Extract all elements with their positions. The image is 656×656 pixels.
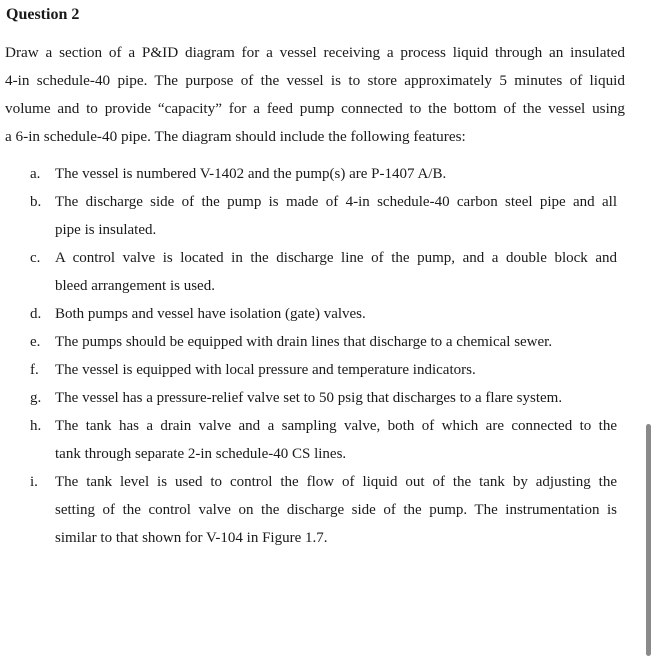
item-line: A control valve is located in the discharge line of the pump, and a double block and (55, 250, 617, 266)
intro-line: Draw a section of a P&ID diagram for a vessel receiving a process liquid through an insulated (5, 44, 625, 61)
list-marker: b. (30, 194, 42, 210)
list-item-text (55, 300, 617, 328)
item-line: The vessel has a pressure-relief valve set to 50 psig that discharges to a flare system. (55, 390, 563, 406)
list-marker: e. (30, 334, 41, 350)
list-marker: f. (30, 362, 39, 378)
list-item-text (55, 328, 617, 356)
list-item-text (55, 384, 617, 412)
item-line: bleed arrangement is used. (55, 278, 215, 294)
question-intro (5, 39, 625, 151)
intro-line: volume and to provide “capacity” for a feed pump connected to the bottom of the vessel using (5, 100, 625, 117)
item-line: Both pumps and vessel have isolation (gate) valves. (55, 306, 366, 322)
item-line: The vessel is numbered V-1402 and the pump(s) are P-1407 A/B. (55, 166, 447, 182)
list-marker: a. (30, 166, 41, 182)
list-item-text (55, 412, 617, 468)
item-line: The tank has a drain valve and a sampling valve, both of which are connected to the (55, 418, 617, 434)
item-line: pipe is insulated. (55, 222, 157, 238)
item-line: The vessel is equipped with local pressure and temperature indicators. (55, 362, 476, 378)
item-line: setting of the control valve on the discharge side of the pump. The instrumentation is (55, 502, 617, 518)
list-marker: h. (30, 418, 42, 434)
intro-line: 4-in schedule-40 pipe. The purpose of the vessel is to store approximately 5 minutes of liquid (5, 72, 625, 89)
list-item-text (55, 160, 617, 188)
scrollbar-thumb[interactable] (646, 424, 651, 656)
item-line: The discharge side of the pump is made of 4-in schedule-40 carbon steel pipe and all (55, 194, 617, 210)
item-line: The tank level is used to control the flow of liquid out of the tank by adjusting the (55, 474, 617, 490)
list-marker: d. (30, 306, 42, 322)
intro-line: a 6-in schedule-40 pipe. The diagram should include the following features: (5, 128, 466, 145)
list-item-text (55, 356, 617, 384)
list-item-text (55, 188, 617, 244)
list-marker: g. (30, 390, 42, 406)
item-line: tank through separate 2-in schedule-40 CS lines. (55, 446, 347, 462)
list-marker: i. (30, 474, 38, 490)
list-item-text (55, 468, 617, 552)
question-title: Question 2 (6, 6, 80, 23)
item-line: The pumps should be equipped with drain lines that discharge to a chemical sewer. (55, 334, 553, 350)
list-marker: c. (30, 250, 41, 266)
list-item-text (55, 244, 617, 300)
item-line: similar to that shown for V-104 in Figure 1.7. (55, 530, 328, 546)
